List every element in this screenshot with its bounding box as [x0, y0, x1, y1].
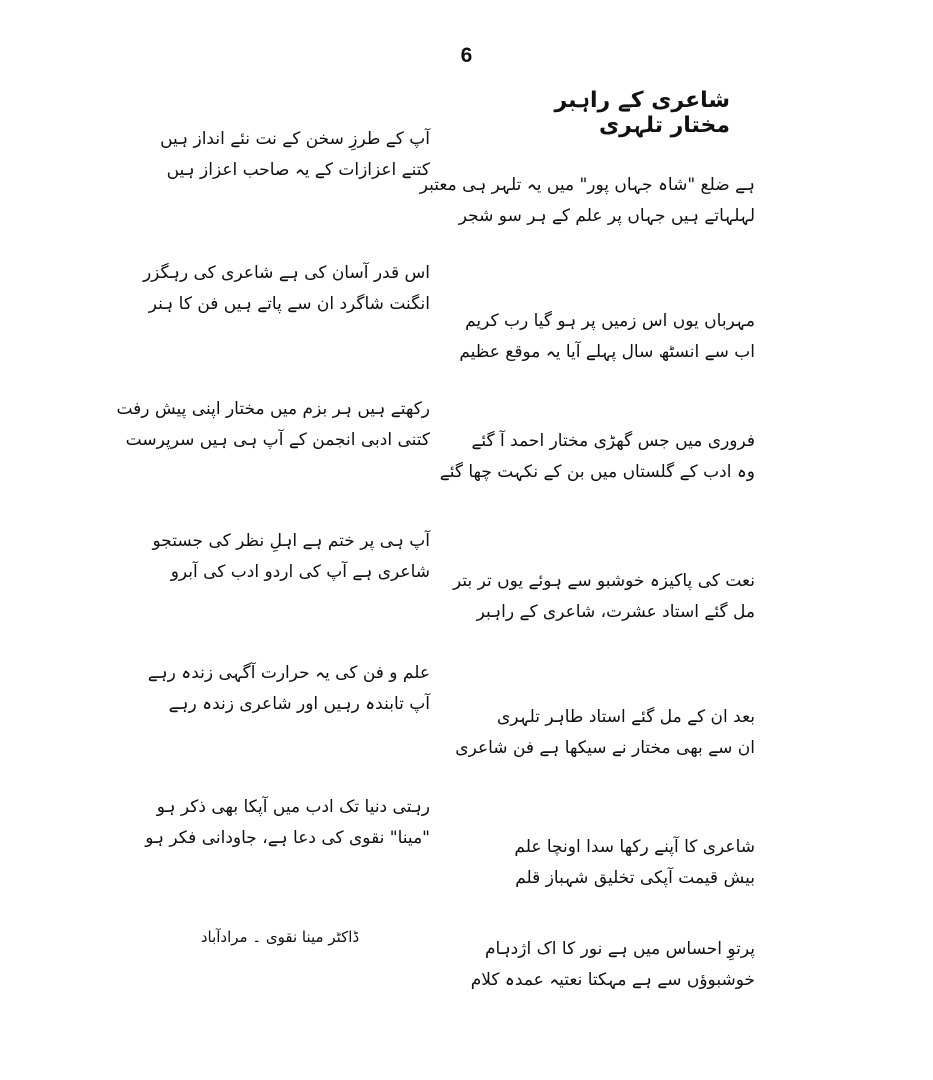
verse-line: مل گئے استاد عشرت، شاعری کے راہبر [476, 602, 755, 622]
stanza [439, 426, 755, 488]
verse-line: شاعری ہے آپ کی اردو ادب کی آبرو [170, 562, 430, 582]
verse-line: ہے ضلع "شاہ جہاں پور" میں یہ تلہر ہی معتبر [419, 175, 755, 195]
verse-line: فروری میں جس گھڑی مختار احمد آ گئے [471, 431, 755, 451]
stanza [470, 934, 755, 996]
page-number: 6 [460, 44, 473, 67]
verse-line: کتنی ادبی انجمن کے آپ ہی ہیں سرپرست [125, 430, 430, 450]
verse-line: مہرباں یوں اس زمیں پر ہو گیا رب کریم [465, 311, 755, 331]
stanza [455, 702, 755, 764]
stanza [116, 394, 430, 456]
stanza [452, 566, 755, 628]
stanza [150, 526, 430, 588]
verse-line: اس قدر آسان کی ہے شاعری کی رہگزر [142, 263, 430, 283]
poem-title: شاعری کے راہبر مختار تلہری [554, 88, 730, 138]
verse-line: اب سے انسٹھ سال پہلے آیا یہ موقع عظیم [459, 342, 755, 362]
verse-line: ان سے بھی مختار نے سیکھا ہے فن شاعری [455, 738, 755, 758]
stanza [147, 658, 430, 720]
stanza [142, 258, 430, 320]
verse-line: آپ تابندہ رہیں اور شاعری زندہ رہے [168, 694, 430, 714]
verse-line: رکھتے ہیں ہر بزم میں مختار اپنی پیش رفت [116, 399, 430, 419]
stanza [150, 124, 430, 186]
verse-line: آپ کے طرزِ سخن کے نت نئے انداز ہیں [160, 129, 430, 149]
verse-line: شاعری کا آپنے رکھا سدا اونچا علم [514, 837, 755, 857]
verse-line: وہ ادب کے گلستاں میں بن کے نکہت چھا گئے [439, 462, 755, 482]
verse-line: "مینا" نقوی کی دعا ہے، جاودانی فکر ہو [145, 828, 430, 848]
verse-line: انگنت شاگرد ان سے پاتے ہیں فن کا ہنر [148, 294, 430, 314]
verse-line: نعت کی پاکیزہ خوشبو سے ہوئے یوں تر بتر [452, 571, 755, 591]
verse-line: کتنے اعزازات کے یہ صاحب اعزاز ہیں [166, 160, 430, 180]
verse-line: آپ ہی پر ختم ہے اہلِ نظر کی جستجو [152, 531, 430, 551]
verse-line: خوشبوؤں سے ہے مہکتا نعتیہ عمدہ کلام [470, 970, 755, 990]
verse-line: پرتوِ احساس میں ہے نور کا اک اژدہام [485, 939, 755, 959]
stanza [459, 306, 755, 368]
verse-line: لہلہاتے ہیں جہاں پر علم کے ہر سو شجر [458, 206, 755, 226]
verse-line: بیش قیمت آپکی تخلیق شہباز قلم [515, 868, 755, 888]
verse-line: بعد ان کے مل گئے استاد طاہر تلہری [496, 707, 755, 727]
stanza [145, 792, 430, 854]
stanza [470, 832, 755, 894]
author-signature: ڈاکٹر مینا نقوی ۔ مرادآباد [200, 928, 360, 946]
stanza [419, 170, 755, 232]
verse-line: رہتی دنیا تک ادب میں آپکا بھی ذکر ہو [156, 797, 430, 817]
verse-line: علم و فن کی یہ حرارت آگہی زندہ رہے [147, 663, 430, 683]
